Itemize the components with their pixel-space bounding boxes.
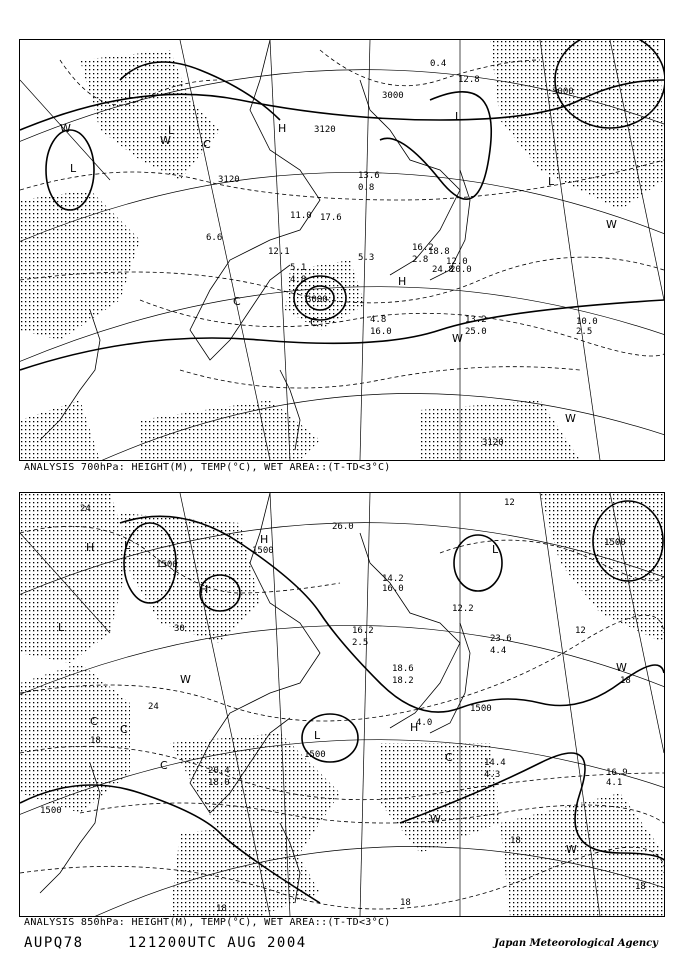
isotherm-label: 18 [90,736,101,746]
pressure-center-symbol: H [260,533,269,546]
station-value: 12.2 [452,604,474,614]
pressure-center-symbol: C [310,316,318,329]
map-panel-700hpa [19,39,665,461]
isotherm-label: 24 [80,504,91,514]
map-700hpa-canvas [20,40,664,460]
isotherm-label: 30 [174,624,185,634]
isotherm-label: 18 [216,904,227,914]
isotherm-label: 24 [148,702,159,712]
station-value: 12.0 [446,257,468,267]
coastline [360,533,460,728]
station-value: 16.0 [370,327,392,337]
contour-label: 1500 [604,538,626,548]
pressure-center-symbol: L [70,162,77,175]
station-value: 12.1 [268,247,290,257]
station-value: 14.2 [382,574,404,584]
station-value: 16.0 [382,584,404,594]
station-value: 11.0 [290,211,312,221]
contour-label: 3120 [482,438,504,448]
station-value: 18.8 [428,247,450,257]
longitude-line [360,40,370,460]
pressure-center-symbol: W [160,134,171,147]
station-value: 10.0 [576,317,598,327]
contour-label: 1500 [40,806,62,816]
pressure-center-symbol: W [606,218,617,231]
station-value: 18.2 [392,676,414,686]
station-value: 0.4 [430,59,447,69]
station-value: 2.5 [352,638,369,648]
agency-name: Japan Meteorological Agency [494,938,658,949]
station-value: 20.0 [450,265,472,275]
pressure-center-symbol: C [445,751,453,764]
height-contour [380,92,491,199]
contour-label: 1500 [156,560,178,570]
station-value: 24.8 [432,265,454,275]
pressure-center-symbol: C [203,138,211,151]
station-value: 2.8 [412,255,429,265]
contour-label: 1500 [304,750,326,760]
pressure-center-symbol: W [452,332,463,345]
contour-label: 3120 [314,125,336,135]
pressure-center-symbol: W [430,813,441,826]
pressure-center-symbol: W [60,122,71,135]
isotherm-label: 12 [575,626,586,636]
latitude-line [20,625,664,703]
pressure-center-symbol: L [314,729,321,742]
isotherm-label: 18 [510,836,521,846]
contour-label: 3120 [218,175,240,185]
station-value: 13.2 [465,315,487,325]
pressure-center-symbol: W [565,412,576,425]
station-value: 16.2 [412,243,434,253]
contour-label: 3000 [382,91,404,101]
pressure-center-symbol: W [566,843,577,856]
map-850hpa-canvas [20,493,664,916]
pressure-center-symbol: H [86,541,95,554]
map-panel-850hpa [19,492,665,917]
station-value: 16.9 [606,768,628,778]
pressure-center-symbol: C [120,723,128,736]
isotherm [180,367,580,388]
wet-area [490,40,664,210]
station-value: 25.0 [465,327,487,337]
contour-label: 1500 [252,546,274,556]
station-value: 4.3 [484,770,501,780]
valid-time: 121200UTC AUG 2004 [128,935,307,951]
product-code: AUPQ78 [24,935,84,951]
contour-label: 3000 [306,295,328,305]
wet-area [20,663,130,813]
wet-area [140,400,320,460]
station-value: 26.0 [332,522,354,532]
pressure-center-symbol: L [128,88,135,101]
station-value: 14.4 [484,758,506,768]
station-value: 12.8 [458,75,480,85]
caption-700hpa: ANALYSIS 700hPa: HEIGHT(M), TEMP(°C), WET AREA::(T-TD<3°C) [24,462,391,473]
station-value: 2.5 [576,327,593,337]
pressure-center-symbol: H [278,122,287,135]
isotherm-label: 18 [400,898,411,908]
station-value: 0.8 [358,183,375,193]
pressure-center-symbol: W [616,661,627,674]
pressure-center-symbol: H [200,583,209,596]
wet-area [20,400,100,460]
wet-area [20,493,130,663]
pressure-center-symbol: L [548,175,555,188]
station-value: 5.3 [358,253,375,263]
longitude-line [360,493,370,916]
pressure-center-symbol: H [410,721,419,734]
station-value: 18.6 [392,664,414,674]
pressure-center-symbol: C [90,715,98,728]
station-value: 23.6 [490,634,512,644]
station-value: 20.4 [208,766,230,776]
pressure-center-symbol: L [124,539,131,552]
station-value: 5.1 [290,263,307,273]
pressure-center-symbol: L [58,621,65,634]
pressure-center-symbol: L [492,543,499,556]
station-value: 13.6 [358,171,380,181]
pressure-center-symbol: L [168,124,175,137]
station-value: 4.8 [370,315,387,325]
station-value: 18.0 [208,778,230,788]
caption-850hpa: ANALYSIS 850hPa: HEIGHT(M), TEMP(°C), WET AREA::(T-TD<3°C) [24,917,391,928]
contour-label: 1500 [470,704,492,714]
station-value: 4.4 [490,646,507,656]
contour-label: 3000 [552,87,574,97]
isotherm-label: 12 [504,498,515,508]
wet-area [20,190,140,340]
coastline [430,623,470,733]
station-value: 4.1 [606,778,623,788]
station-value: 16.2 [352,626,374,636]
wet-area [420,400,580,460]
station-value: 17.6 [320,213,342,223]
station-value: 4.0 [416,718,433,728]
isotherm-label: 18 [620,676,631,686]
pressure-center-symbol: L [455,110,462,123]
station-value: 4.8 [290,275,307,285]
station-value: 6.6 [206,233,223,243]
isotherm-label: 18 [635,882,646,892]
pressure-center-symbol: C [233,295,241,308]
pressure-center-symbol: H [398,275,407,288]
pressure-center-symbol: C [160,759,168,772]
pressure-center-symbol: W [180,673,191,686]
